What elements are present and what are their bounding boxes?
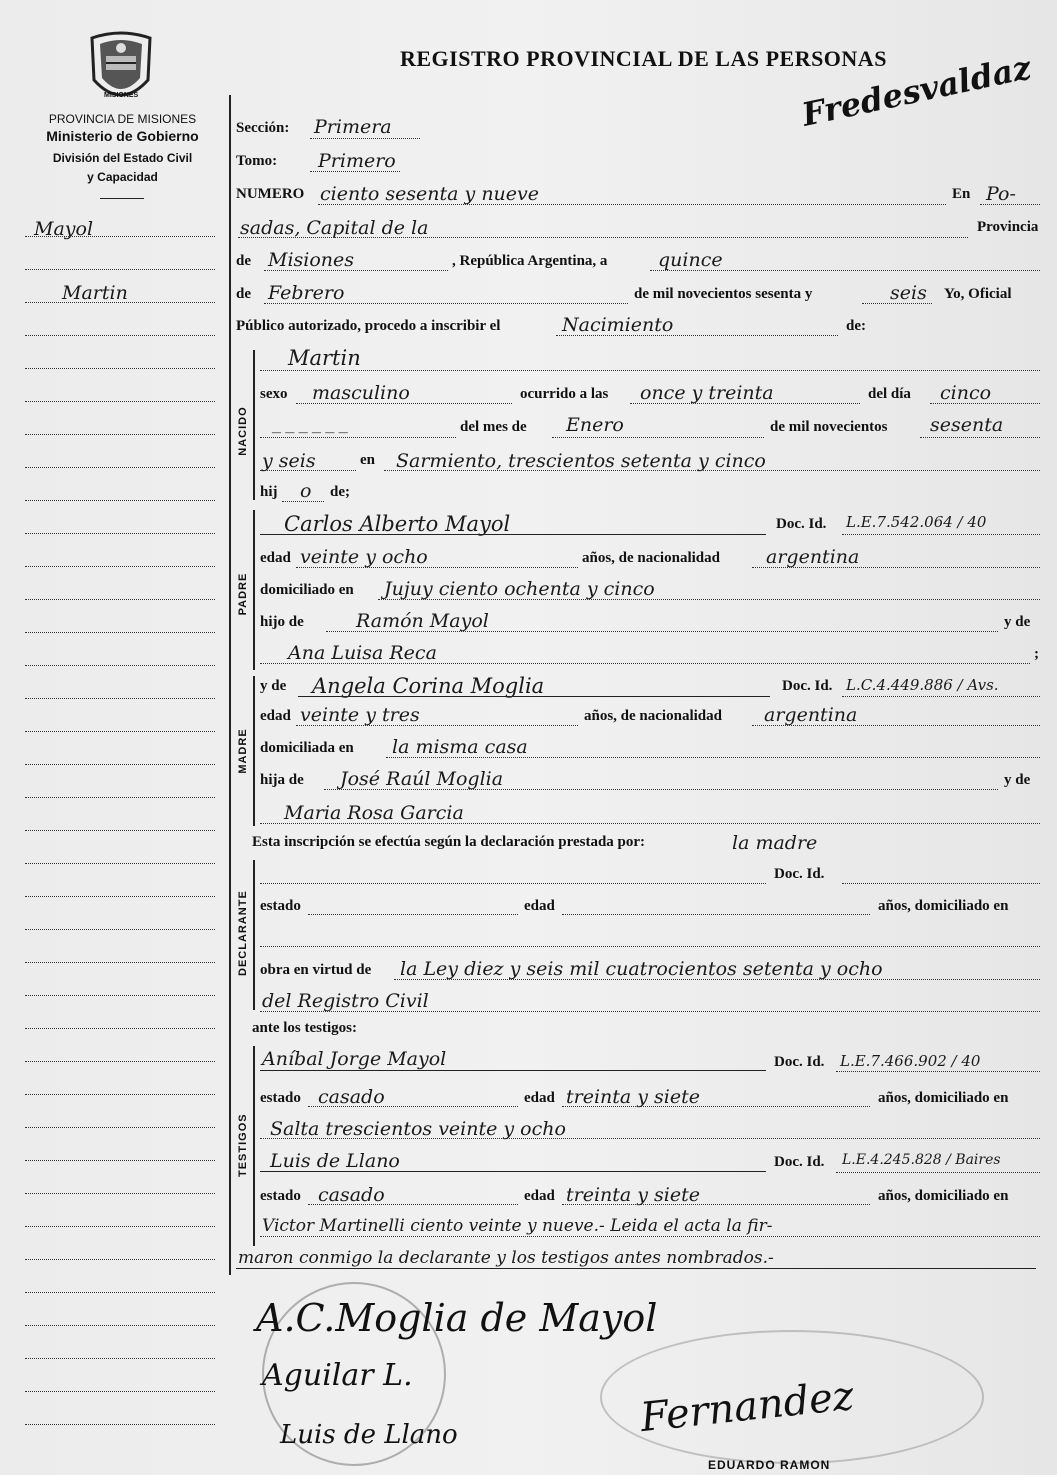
margin-name: Martin — [62, 282, 128, 304]
testigo2-nombre-line — [260, 1171, 766, 1172]
margin-rule-line — [25, 665, 215, 666]
margin-rule-line — [25, 1292, 215, 1293]
signature-mother: A.C.Moglia de Mayol — [256, 1296, 658, 1340]
testigo1-nombre: Aníbal Jorge Mayol — [262, 1048, 447, 1070]
testigo2-edad-value: treinta y siete — [566, 1184, 701, 1206]
sexo-value: masculino — [312, 382, 410, 404]
madre-edad-value: veinte y tres — [300, 704, 420, 726]
closing-text: maron conmigo la declarante y los testigos antes nombrados.- — [238, 1248, 774, 1268]
place-line-2 — [238, 237, 968, 238]
place-line-1 — [980, 204, 1040, 205]
year-value: seis — [890, 282, 927, 304]
padre-nac-label: años, de nacionalidad — [582, 550, 720, 566]
de-label: de — [236, 253, 251, 269]
margin-rule-line — [25, 401, 215, 402]
margin-rule-line — [25, 863, 215, 864]
province-label: PROVINCIA DE MISIONES — [48, 112, 197, 126]
ley-value-1: la Ley diez y seis mil cuatrocientos setenta y ocho — [400, 958, 883, 980]
tomo-value: Primero — [318, 150, 396, 172]
signature-witness-2: Luis de Llano — [280, 1420, 458, 1450]
nacido-bracket — [253, 350, 255, 500]
madre-madre-line — [260, 823, 1040, 824]
testigo2-edad-label: edad — [524, 1188, 555, 1204]
margin-rule-line — [25, 962, 215, 963]
padre-dom-label: domiciliado en — [260, 582, 354, 598]
declarante-estado-line — [308, 914, 518, 915]
padre-doc-line — [842, 534, 1040, 535]
padre-edad-line — [296, 567, 578, 568]
padre-madre-de: Ana Luisa Reca — [288, 642, 437, 664]
margin-rule-line — [25, 1160, 215, 1161]
ley-line-1 — [394, 979, 1040, 980]
top-signature: Fredesvaldaz — [798, 48, 1035, 134]
year-label: de mil novecientos sesenta y — [634, 286, 813, 302]
day-blank: _ _ _ _ _ _ — [272, 418, 348, 435]
margin-rule-line — [25, 500, 215, 501]
testigo2-estado-value: casado — [318, 1184, 385, 1206]
madre-dom-line — [386, 757, 1040, 758]
padre-nac-value: argentina — [766, 546, 860, 568]
margin-rule-line — [25, 764, 215, 765]
de2-label: de: — [846, 318, 866, 334]
madre-yde-label: y de — [260, 678, 287, 694]
margin-rule-line — [25, 632, 215, 633]
testigo2-domicilio: Victor Martinelli ciento veinte y nueve.- Leida el acta la fir- — [262, 1216, 773, 1236]
dia-line — [930, 403, 1040, 404]
header-underline — [100, 198, 144, 199]
padre-dom-value: Jujuy ciento ochenta y cinco — [384, 578, 655, 600]
padre-semicolon: ; — [1034, 646, 1039, 662]
margin-rule-line — [25, 434, 215, 435]
margin-rule-line — [25, 368, 215, 369]
padre-nac-line — [752, 567, 1040, 568]
month-line — [264, 303, 628, 304]
padre-doc-value: L.E.7.542.064 / 40 — [846, 513, 987, 531]
margin-rule-line — [25, 1325, 215, 1326]
testigo1-edad-value: treinta y siete — [566, 1086, 701, 1108]
nacido-section-label: NACIDO — [237, 406, 249, 456]
document-title: REGISTRO PROVINCIAL DE LAS PERSONAS — [400, 46, 887, 71]
madre-nac-value: argentina — [764, 704, 858, 726]
declarante-bracket — [253, 860, 255, 1010]
numero-value: ciento sesenta y nueve — [320, 183, 540, 205]
declarante-estado-label: estado — [260, 898, 301, 914]
padre-nombre-line — [260, 534, 766, 535]
padre-madre-line — [260, 663, 1030, 664]
margin-rule-line — [25, 467, 215, 468]
declarante-anos-label: años, domiciliado en — [878, 898, 1009, 914]
madre-bracket — [253, 676, 255, 826]
hora-value: once y treinta — [640, 382, 774, 404]
margin-rule-line — [25, 929, 215, 930]
tomo-label: Tomo: — [236, 153, 278, 169]
testigo1-doc-value: L.E.7.466.902 / 40 — [840, 1052, 981, 1070]
mes-value: Enero — [566, 414, 624, 436]
obra-label: obra en virtud de — [260, 962, 372, 978]
margin-rule-line — [25, 1358, 215, 1359]
padre-section-label: PADRE — [237, 572, 249, 616]
seccion-value: Primera — [314, 116, 392, 138]
testigos-bracket — [253, 1046, 255, 1246]
testigo2-doc-value: L.E.4.245.828 / Baires — [842, 1152, 1001, 1168]
padre-edad-value: veinte y ocho — [300, 546, 428, 568]
month-value: Febrero — [268, 282, 345, 304]
declarante-section-label: DECLARANTE — [237, 890, 249, 976]
madre-yde2-label: y de — [1004, 772, 1031, 788]
margin-rule-line — [25, 896, 215, 897]
padre-padre-de: Ramón Mayol — [356, 610, 489, 632]
testigo2-anos-label: años, domiciliado en — [878, 1188, 1009, 1204]
madre-padre-de: José Raúl Moglia — [340, 768, 504, 790]
tomo-line — [310, 171, 400, 172]
testigo1-nombre-line — [260, 1070, 766, 1071]
declarante-edad-line — [562, 914, 870, 915]
act-type-value: Nacimiento — [562, 314, 674, 336]
margin-rule-line — [25, 1061, 215, 1062]
hijo-suffix: o — [300, 480, 312, 502]
padre-dom-line — [378, 599, 1040, 600]
margin-rule-line — [25, 731, 215, 732]
padre-doc-label: Doc. Id. — [776, 516, 827, 532]
testigo1-doc-label: Doc. Id. — [774, 1054, 825, 1070]
madre-nombre: Angela Corina Moglia — [312, 674, 545, 698]
testigo1-dom-line — [260, 1138, 1040, 1139]
testigo2-estado-label: estado — [260, 1188, 301, 1204]
madre-doc-line — [842, 696, 1040, 697]
en-label-nacido: en — [360, 452, 375, 468]
place-part-1: Po- — [986, 183, 1016, 205]
seal-text: MISIONES — [104, 92, 139, 99]
padre-yde-label: y de — [1004, 614, 1031, 630]
sexo-label: sexo — [260, 386, 288, 402]
testigos-section-label: TESTIGOS — [237, 1113, 249, 1177]
padre-padre-line — [326, 631, 998, 632]
margin-rule-line — [25, 1094, 215, 1095]
division-label-2: y Capacidad — [87, 170, 158, 184]
ley-line-2 — [260, 1011, 1040, 1012]
declarante-intro: Esta inscripción se efectúa según la declaración prestada por: — [252, 834, 646, 850]
testigo1-estado-label: estado — [260, 1090, 301, 1106]
en-label: En — [952, 186, 971, 202]
padre-edad-label: edad — [260, 550, 291, 566]
numero-line — [318, 204, 946, 205]
madre-nac-line — [752, 725, 1040, 726]
provincia-label: Provincia — [977, 219, 1039, 235]
madre-section-label: MADRE — [237, 728, 249, 774]
testigo2-doc-line — [836, 1172, 1040, 1173]
madre-dom-label: domiciliada en — [260, 740, 354, 756]
margin-rule-line — [25, 1028, 215, 1029]
dia-value: cinco — [940, 382, 992, 404]
day-value: quince — [658, 249, 723, 271]
hijo-de-label: de; — [330, 484, 350, 500]
testigo2-doc-label: Doc. Id. — [774, 1154, 825, 1170]
seccion-line — [310, 138, 420, 139]
madre-edad-line — [296, 725, 578, 726]
anio-value-2: y seis — [262, 450, 316, 472]
testigo1-edad-label: edad — [524, 1090, 555, 1106]
testigo1-estado-line — [308, 1106, 518, 1107]
padre-hijo-de-label: hijo de — [260, 614, 304, 630]
del-dia-label: del día — [868, 386, 911, 402]
signature-witness-1: Aguilar L. — [262, 1358, 413, 1393]
margin-rule-line — [25, 269, 215, 270]
closing-line — [236, 1268, 1036, 1269]
de-label-2: de — [236, 286, 251, 302]
anio-line-1 — [920, 437, 1040, 438]
testigo2-nombre: Luis de Llano — [270, 1150, 400, 1172]
seccion-label: Sección: — [236, 120, 290, 136]
numero-label: NUMERO — [236, 186, 305, 202]
ley-value-2: del Registro Civil — [262, 990, 429, 1012]
republica-label: , República Argentina, a — [452, 253, 608, 269]
oficial-label: Yo, Oficial — [944, 286, 1012, 302]
ministry-label: Ministerio de Gobierno — [46, 128, 199, 144]
declarante-dom-line — [260, 946, 1040, 947]
padre-bracket — [253, 510, 255, 670]
mes-line — [552, 437, 764, 438]
place-part-2: sadas, Capital de la — [240, 217, 429, 239]
lugar-line — [384, 470, 1040, 471]
testigo2-dom-line — [260, 1236, 1040, 1237]
margin-rule-line — [25, 1391, 215, 1392]
padre-nombre: Carlos Alberto Mayol — [284, 512, 511, 536]
margin-rule-line — [25, 236, 215, 237]
testigo1-domicilio: Salta trescientos veinte y ocho — [270, 1118, 566, 1140]
madre-hija-de-label: hija de — [260, 772, 304, 788]
margin-rule-line — [25, 1259, 215, 1260]
margin-rule-line — [25, 566, 215, 567]
act-type-line — [556, 335, 838, 336]
margin-rule-line — [25, 830, 215, 831]
margin-rule-line — [25, 533, 215, 534]
province-line — [264, 270, 448, 271]
year-line — [862, 303, 932, 304]
ocurrido-label: ocurrido a las — [520, 386, 609, 402]
margin-surname: Mayol — [34, 218, 94, 240]
margin-rule-line — [25, 797, 215, 798]
child-name: Martin — [288, 346, 361, 370]
testigo1-doc-line — [836, 1071, 1040, 1072]
margin-rule-line — [25, 995, 215, 996]
madre-edad-label: edad — [260, 708, 291, 724]
testigo1-anos-label: años, domiciliado en — [878, 1090, 1009, 1106]
margin-rule-line — [25, 1424, 215, 1425]
madre-nombre-line — [298, 696, 770, 697]
madre-doc-value: L.C.4.449.886 / Avs. — [846, 676, 999, 694]
margin-rule-line — [25, 698, 215, 699]
mil-label: de mil novecientos — [770, 419, 888, 435]
declarante-value: la madre — [732, 832, 818, 854]
hijo-line — [282, 501, 324, 502]
testigo1-edad-line — [562, 1106, 870, 1107]
mes-label: del mes de — [460, 419, 527, 435]
madre-madre-de: Maria Rosa Garcia — [284, 802, 464, 824]
margin-rule-line — [25, 1127, 215, 1128]
day-blank-line — [260, 437, 456, 438]
testigo2-estado-line — [308, 1204, 518, 1205]
hijo-label: hij — [260, 484, 278, 500]
margin-rule-line — [25, 335, 215, 336]
column-divider — [229, 95, 231, 1275]
margin-rule-line — [25, 599, 215, 600]
province-value: Misiones — [268, 249, 355, 271]
margin-rule-line — [25, 302, 215, 303]
madre-dom-value: la misma casa — [392, 736, 528, 758]
lugar-value: Sarmiento, trescientos setenta y cinco — [396, 450, 766, 472]
stamp-name: EDUARDO RAMON — [708, 1458, 831, 1472]
declarante-edad-label: edad — [524, 898, 555, 914]
publico-label: Público autorizado, procedo a inscribir el — [236, 318, 501, 334]
madre-doc-label: Doc. Id. — [782, 678, 833, 694]
division-label-1: División del Estado Civil — [52, 151, 193, 165]
child-name-line — [260, 370, 1040, 371]
madre-nac-label: años, de nacionalidad — [584, 708, 722, 724]
province-seal — [86, 30, 156, 108]
testigo1-estado-value: casado — [318, 1086, 385, 1108]
declarante-doc-label: Doc. Id. — [774, 866, 825, 882]
hora-line — [630, 403, 860, 404]
day-line — [650, 270, 1040, 271]
testigo2-edad-line — [562, 1204, 870, 1205]
declarante-doc-line — [842, 883, 1040, 884]
margin-rule-line — [25, 1226, 215, 1227]
anio-line-2 — [260, 470, 356, 471]
declarante-name-line — [260, 883, 766, 884]
testigos-label: ante los testigos: — [252, 1020, 357, 1036]
margin-rule-line — [25, 1193, 215, 1194]
anio-value-1: sesenta — [930, 414, 1004, 436]
signature-official: Fernandez — [638, 1372, 856, 1442]
sexo-line — [296, 403, 512, 404]
madre-padre-line — [324, 789, 998, 790]
